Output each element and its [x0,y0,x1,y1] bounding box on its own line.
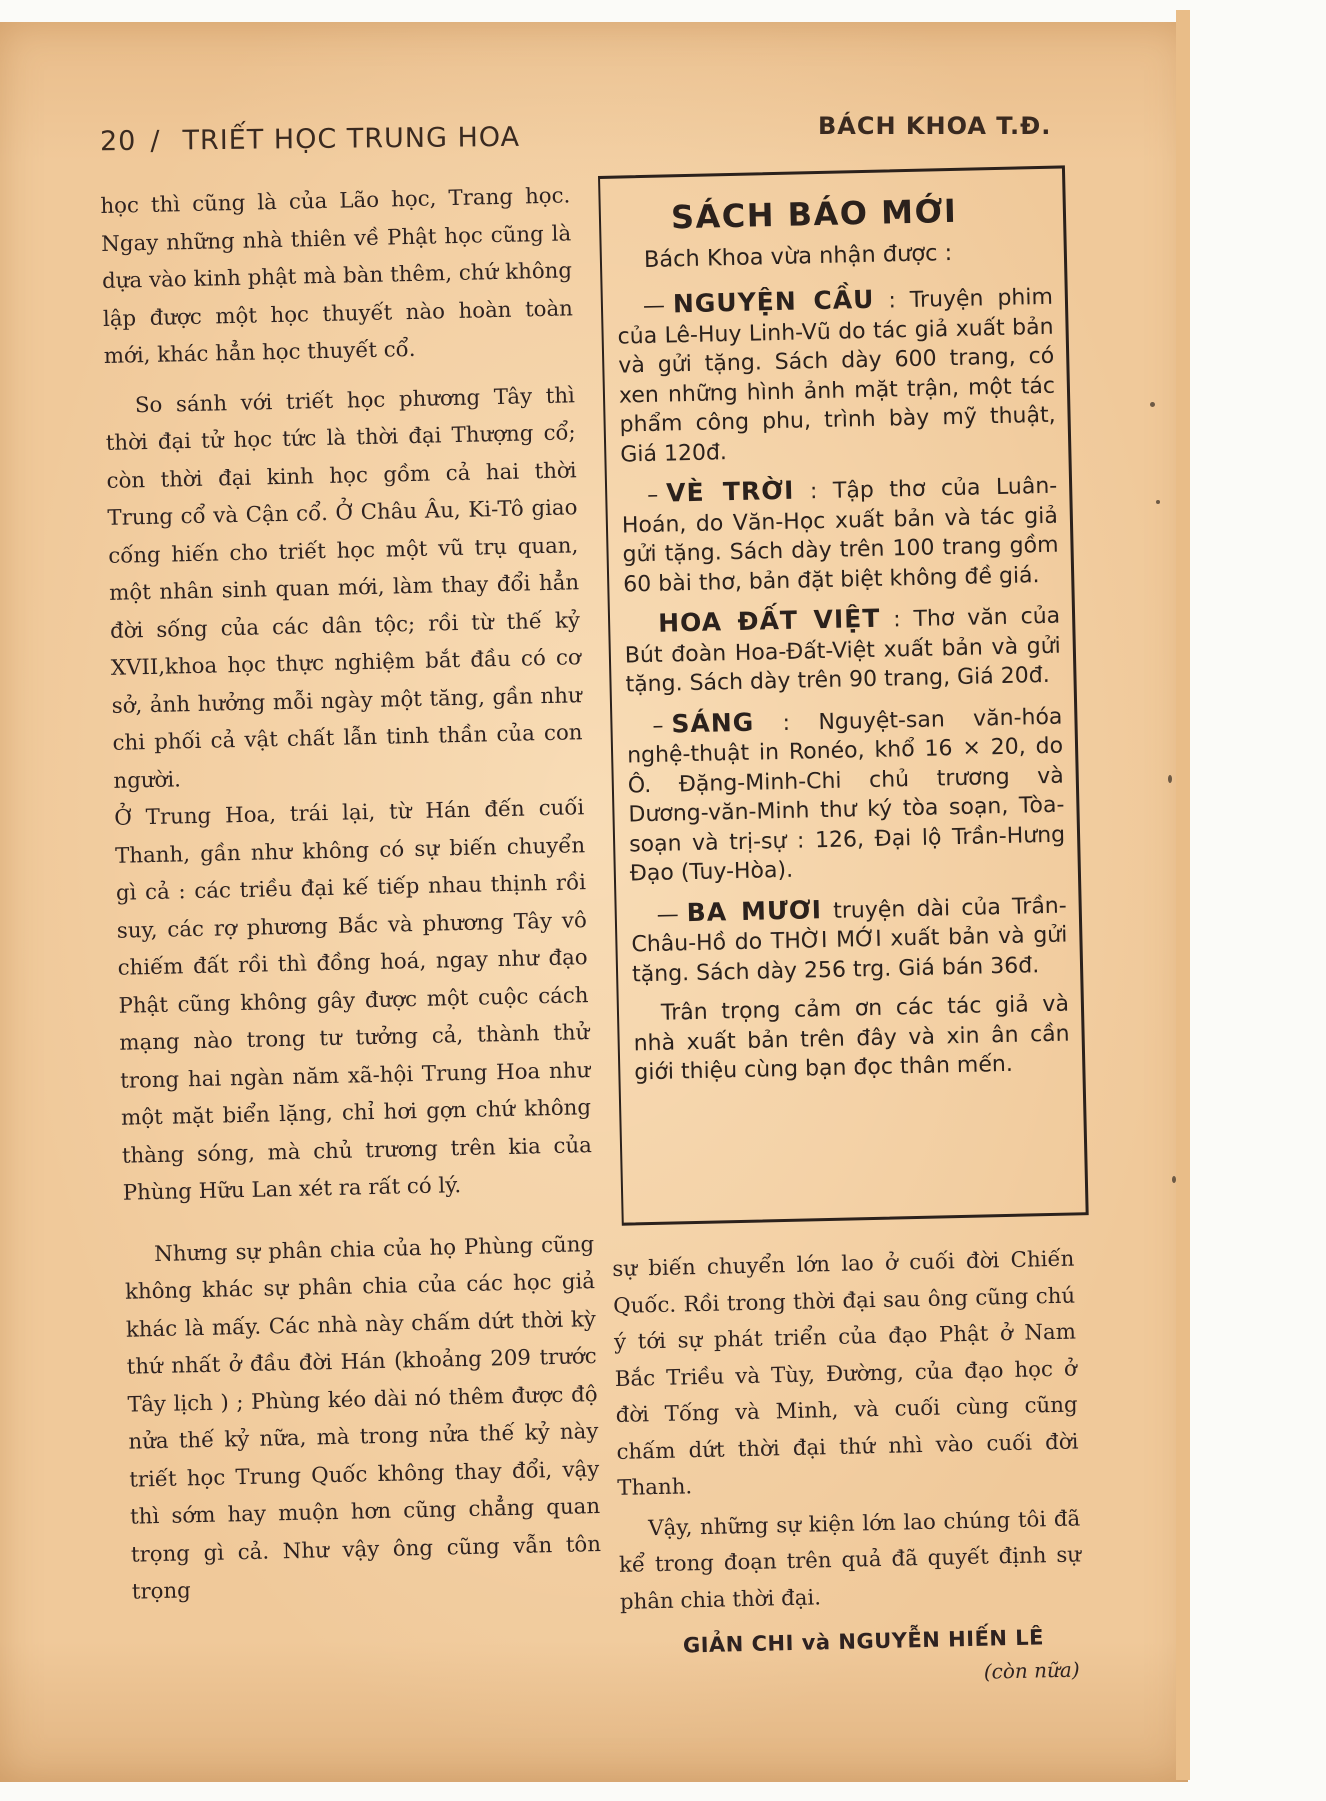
box-title: SÁCH BÁO MỚI [670,191,958,237]
running-header [100,122,520,157]
journal-name: BÁCH KHOA T.Đ. [818,112,1052,140]
paragraph: Vậy, những sự kiện lớn lao chúng tôi đã kể trong đoạn trên quả đã quyết định sự phân chia thời đại. [618,1505,1082,1615]
box-subtitle: Bách Khoa vừa nhận được : [643,239,953,273]
book-title: BA MƯƠI [686,894,823,927]
ink-speck [1150,402,1155,407]
thanks-note: Trân trọng cảm ơn các tác giả và nhà xuất bản trên đây và xin ân cần giới thiệu cùng bạn đọc thân mến. [633,991,1070,1086]
book-title: VÈ TRỜI [665,475,795,508]
book-description: : Thơ văn của Bút đoàn Hoa-Đất-Việt xuất bản và gửi tặng. Sách dày trên 90 trang, Giá 20đ. [624,603,1062,698]
new-books-box [598,165,1089,1225]
entry-dash [650,613,651,638]
entry-dash: — [642,293,666,320]
book-description: truyện dài của Trần-Châu-Hồ do THỜI MỚI xuất bản và gửi tặng. Sách dày 256 trg. Giá bán 36đ. [631,893,1068,987]
continued-note: (còn nữa) [983,1657,1080,1684]
book-title: HOA ĐẤT VIỆT [657,603,881,638]
section-title: TRIẾT HỌC TRUNG HOA [182,121,521,157]
book-title: NGUYỆN CẦU [672,284,875,319]
book-description: : Tập thơ của Luân-Hoán, do Văn-Học xuất bản và tác giả gửi tặng. Sách dày trên 100 trang gồm 60 bài thơ, bản đặt biệt không đề giá. [621,473,1059,598]
page-edge [1176,10,1190,1780]
paragraph: So sánh với triết học phương Tây thì thời đại tử học tức là thời đại Thượng cổ; còn thời đại kinh học gồm cả hai thời Trung cổ và Cận cổ. Ở Châu Âu, Ki-Tô giao cống hiến cho triết học một vũ trụ quan, một nhân sinh quan mới, làm thay đổi hẳn đời sống của các dân tộc; rồi từ thế kỷ XVII,khoa học thực nghiệm bắt đầu có cơ sở, ảnh hưởng mỗi ngày một tăng, gần như chi phối cả vật chất lẫn tinh thần của con người. [105,382,583,794]
left-column [100,177,602,1611]
book-entry [626,700,1066,889]
paragraph: Ở Trung Hoa, trái lại, từ Hán đến cuối Thanh, gần như không có sự biến chuyển gì cả : các triều đại kế tiếp nhau thịnh rồi suy, các rợ phương Bắc và phương Tây vô chiếm đất rồi thì đồng hoá, ngay như đạo Phật cũng không gây được một cuộc cách mạng nào trong tư tưởng cả, thành thử trong hai ngàn năm xã-hội Trung Hoa như một mặt biển lặng, chỉ hơi gợn chứ không thàng sóng, mà chủ trương trên kia của Phùng Hữu Lan xét ra rất có lý. [114,795,593,1206]
book-entry [617,281,1057,470]
ink-speck [1156,500,1160,504]
paragraph: Nhưng sự phân chia của họ Phùng cũng không khác sự phân chia của các học giả khác là mấy. Các nhà này chấm dứt thời kỳ thứ nhất ở đầu đời Hán (khoảng 209 trước Tây lịch ) ; Phùng kéo dài nó thêm được độ nửa thế kỷ nữa, mà trong nửa thế kỷ này triết học Trung Quốc không thay đổi, vậy thì sớm hay muộn hơn cũng chẳng quan trọng gì cả. Như vậy ông cũng vẫn tôn trọng [124,1231,602,1605]
ink-speck [1172,1176,1176,1183]
page-number: 20 [99,125,137,158]
entry-dash: — [656,901,680,928]
book-entry [624,600,1062,700]
right-column [612,1242,1084,1698]
entry-dash: – [646,482,659,508]
book-description: : Nguyệt-san văn-hóa nghệ-thuật in Ronéo, khổ 16 × 20, do Ô. Đặng-Minh-Chi chủ trương và Dương-văn-Minh thư ký tòa soạn, Tòa-soạn và trị-sự : 126, Đại lộ Trần-Hưng Đạo (Tuy-Hòa). [626,704,1066,887]
book-description: : Truyện phim của Lê-Huy Linh-Vũ do tác giả xuất bản và gửi tặng. Sách dày 600 trang, có xen những hình ảnh mặt trận, một tác phẩm công phu, trình bày mỹ thuật, Giá 120đ. [617,284,1056,468]
book-entry [621,470,1060,600]
paragraph: học thì cũng là của Lão học, Trang học. Ngay những nhà thiên về Phật học cũng là dựa vào kinh phật mà bàn thêm, chứ không lập được một học thuyết nào hoàn toàn mới, khác hẳn học thuyết cổ. [100,183,574,369]
ink-speck [1168,775,1172,783]
entry-dash: – [652,713,664,739]
author-byline: GIẢN CHI và NGUYỄN HIẾN LÊ [682,1625,1045,1658]
header-separator: / [150,125,161,157]
book-title: SÁNG [671,707,755,738]
book-entry [630,889,1068,989]
paragraph: sự biến chuyển lớn lao ở cuối đời Chiến Quốc. Rồi trong thời đại sau ông cũng chú ý tới sự phát triển của đạo Phật ở Nam Bắc Triều và Tùy, Đường, của đạo học ở đời Tống và Minh, và cuối cùng cũng chấm dứt thời đại thứ nhì vào cuối đời Thanh. [612,1246,1079,1501]
